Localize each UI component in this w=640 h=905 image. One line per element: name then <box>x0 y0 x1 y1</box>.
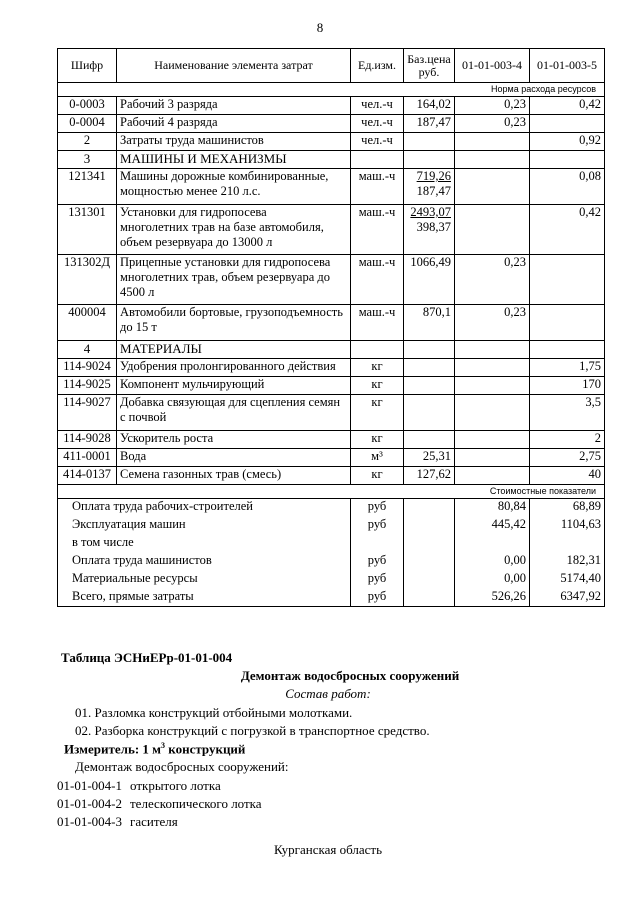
cell-line: 870,1 <box>422 305 451 319</box>
cell-code: 0-0003 <box>58 97 117 115</box>
cell-line: Добавка связующая для сцепления семян <box>120 395 341 409</box>
cell-unit: маш.-ч <box>351 169 404 205</box>
work-item-2: 02. Разборка конструкций с погрузкой в транспортное средство. <box>75 723 430 738</box>
cell-unit: маш.-ч <box>351 205 404 255</box>
cell-name <box>117 431 351 449</box>
cell-line: до 15 т <box>120 320 157 334</box>
cell-col-b: 0,42 <box>530 205 605 255</box>
header-name: Наименование элемента затрат <box>117 49 351 83</box>
works-label: Состав работ: <box>285 686 371 701</box>
cell-section-title: МАТЕРИАЛЫ <box>117 341 351 359</box>
cell-price <box>404 205 455 255</box>
table-header-row <box>58 49 605 83</box>
cell-code: 3 <box>58 151 117 169</box>
cell-unit: маш.-ч <box>351 305 404 341</box>
section-row-2 <box>58 133 605 151</box>
cost-empty <box>404 499 455 517</box>
cell-col-a <box>455 169 530 205</box>
cell-col-a: 0,23 <box>455 97 530 115</box>
cell-col-a <box>455 133 530 151</box>
table-row <box>58 449 605 467</box>
cell-col-b: 2 <box>530 431 605 449</box>
cost-row <box>58 571 605 589</box>
cost-unit <box>351 535 404 553</box>
cost-name: Всего, прямые затраты <box>58 589 351 607</box>
cell-name <box>117 169 351 205</box>
cost-row <box>58 517 605 535</box>
cell-empty <box>455 341 530 359</box>
cell-code: 114-9027 <box>58 395 117 431</box>
cost-name: Материальные ресурсы <box>58 571 351 589</box>
cell-price <box>404 359 455 377</box>
cost-band-label: Стоимостные показатели <box>58 485 605 499</box>
cell-unit: кг <box>351 467 404 485</box>
cost-name: Оплата труда машинистов <box>58 553 351 571</box>
region-footer: Курганская область <box>273 842 383 857</box>
cell-line: 398,37 <box>416 220 451 234</box>
cost-col-b: 5174,40 <box>530 571 605 589</box>
meter-line <box>64 741 245 757</box>
cell-col-a <box>455 377 530 395</box>
cell-unit: кг <box>351 431 404 449</box>
table-row <box>58 205 605 255</box>
cell-price <box>404 169 455 205</box>
cell-line: 2493,07 <box>410 205 451 219</box>
header-code: Шифр <box>58 49 117 83</box>
cell-unit: кг <box>351 377 404 395</box>
cost-empty <box>404 517 455 535</box>
meter-suffix: конструкций <box>165 741 246 757</box>
cell-code: 114-9028 <box>58 431 117 449</box>
cost-col-b: 1104,63 <box>530 517 605 535</box>
cell-col-a: 0,23 <box>455 115 530 133</box>
cell-unit: м³ <box>351 449 404 467</box>
cell-code: 131302Д <box>58 255 117 305</box>
cost-unit: руб <box>351 517 404 535</box>
cell-code: 121341 <box>58 169 117 205</box>
cell-col-b <box>530 305 605 341</box>
cell-code: 400004 <box>58 305 117 341</box>
item-code: 01-01-004-2 <box>57 796 122 811</box>
header-col-a: 01-01-003-4 <box>455 49 530 83</box>
cell-line: 4500 л <box>120 285 155 299</box>
cell-name <box>117 449 351 467</box>
cell-code: 411-0001 <box>58 449 117 467</box>
cell-name <box>117 305 351 341</box>
cost-unit: руб <box>351 571 404 589</box>
cell-code: 2 <box>58 133 117 151</box>
cost-name: Оплата труда рабочих-строителей <box>58 499 351 517</box>
cell-col-b: 0,08 <box>530 169 605 205</box>
table-row <box>58 431 605 449</box>
table-row <box>58 97 605 115</box>
cell-code: 0-0004 <box>58 115 117 133</box>
cell-price <box>404 133 455 151</box>
section-row-4 <box>58 341 605 359</box>
cell-code: 414-0137 <box>58 467 117 485</box>
cell-name <box>117 255 351 305</box>
cell-name: Рабочий 3 разряда <box>117 97 351 115</box>
page-number: 8 <box>316 20 324 35</box>
cell-line: мощностью менее 210 л.с. <box>120 184 261 198</box>
cell-name <box>117 395 351 431</box>
cell-col-a <box>455 359 530 377</box>
cell-price <box>404 305 455 341</box>
cell-col-b: 2,75 <box>530 449 605 467</box>
cell-line: Семена газонных трав (смесь) <box>120 467 282 481</box>
cell-price <box>404 395 455 431</box>
item-text: открытого лотка <box>130 778 221 793</box>
cell-section-title: МАШИНЫ И МЕХАНИЗМЫ <box>117 151 351 169</box>
cell-col-b: 3,5 <box>530 395 605 431</box>
cell-line: Машины дорожные комбинированные, <box>120 169 329 183</box>
cell-col-b: 1,75 <box>530 359 605 377</box>
cell-empty <box>351 341 404 359</box>
cell-col-a <box>455 449 530 467</box>
cell-price: 187,47 <box>404 115 455 133</box>
cell-col-b: 40 <box>530 467 605 485</box>
norm-band-label: Норма расхода ресурсов <box>58 83 605 97</box>
cell-empty <box>351 151 404 169</box>
cost-row <box>58 553 605 571</box>
cell-unit: кг <box>351 395 404 431</box>
cell-name: Затраты труда машинистов <box>117 133 351 151</box>
table-row <box>58 169 605 205</box>
cell-col-a: 0,23 <box>455 305 530 341</box>
cell-col-a <box>455 467 530 485</box>
item-text: гасителя <box>130 814 178 829</box>
cell-col-a: 0,23 <box>455 255 530 305</box>
header-col-b: 01-01-003-5 <box>530 49 605 83</box>
cell-col-b <box>530 255 605 305</box>
cell-name <box>117 377 351 395</box>
cell-unit: чел.-ч <box>351 97 404 115</box>
table-row <box>58 377 605 395</box>
cost-name: в том числе <box>58 535 351 553</box>
cell-line: Компонент мульчирующий <box>120 377 265 391</box>
cost-empty <box>404 589 455 607</box>
cell-code: 114-9025 <box>58 377 117 395</box>
section-row-3 <box>58 151 605 169</box>
cell-code: 4 <box>58 341 117 359</box>
header-price-line2: руб. <box>418 64 440 79</box>
cost-col-a <box>455 535 530 553</box>
cost-unit: руб <box>351 589 404 607</box>
cost-unit: руб <box>351 553 404 571</box>
cell-line: 1066,49 <box>410 255 451 269</box>
item-code: 01-01-004-1 <box>57 778 122 793</box>
cost-col-b: 6347,92 <box>530 589 605 607</box>
items-intro: Демонтаж водосбросных сооружений: <box>75 759 289 774</box>
meter-sup: 3 <box>161 741 166 750</box>
cell-line: объем резервуара до 13000 л <box>120 235 273 249</box>
cell-line: Вода <box>120 449 147 463</box>
cost-col-a: 80,84 <box>455 499 530 517</box>
cell-col-a <box>455 205 530 255</box>
cell-name <box>117 205 351 255</box>
cost-empty <box>404 571 455 589</box>
norm-band <box>58 83 605 97</box>
cost-col-a: 0,00 <box>455 571 530 589</box>
header-unit: Ед.изм. <box>351 49 404 83</box>
cost-row <box>58 535 605 553</box>
meter-prefix: Измеритель: 1 м <box>64 741 162 757</box>
cell-price: 25,31 <box>404 449 455 467</box>
cost-col-b: 68,89 <box>530 499 605 517</box>
cost-row <box>58 499 605 517</box>
cell-unit: чел.-ч <box>351 115 404 133</box>
cell-col-b: 170 <box>530 377 605 395</box>
cell-line: многолетних трав, объем резервуара до <box>120 270 330 284</box>
cell-code: 131301 <box>58 205 117 255</box>
cost-row <box>58 589 605 607</box>
cost-name: Эксплуатация машин <box>58 517 351 535</box>
table-row <box>58 305 605 341</box>
cell-line: Прицепные установки для гидропосева <box>120 255 331 269</box>
cell-unit: чел.-ч <box>351 133 404 151</box>
cell-line: с почвой <box>120 410 167 424</box>
item-code: 01-01-004-3 <box>57 814 122 829</box>
cell-empty <box>530 151 605 169</box>
cell-price: 127,62 <box>404 467 455 485</box>
cost-empty <box>404 553 455 571</box>
cell-price <box>404 255 455 305</box>
cost-unit: руб <box>351 499 404 517</box>
cell-col-a <box>455 395 530 431</box>
cost-col-b <box>530 535 605 553</box>
cost-empty <box>404 535 455 553</box>
cell-code: 114-9024 <box>58 359 117 377</box>
cell-col-b: 0,42 <box>530 97 605 115</box>
header-price-line1: Баз.цена <box>407 51 451 66</box>
cell-price: 164,02 <box>404 97 455 115</box>
cell-line: Удобрения пролонгированного действия <box>120 359 336 373</box>
cell-name: Рабочий 4 разряда <box>117 115 351 133</box>
table-row <box>58 467 605 485</box>
header-price <box>404 49 455 83</box>
cell-line: Ускоритель роста <box>120 431 214 445</box>
cell-line: Установки для гидропосева <box>120 205 267 219</box>
cell-empty <box>404 341 455 359</box>
table-row <box>58 359 605 377</box>
table-row <box>58 255 605 305</box>
cell-line: 719,26 <box>416 169 451 183</box>
next-table-heading: Демонтаж водосбросных сооружений <box>240 668 460 683</box>
table-row <box>58 115 605 133</box>
cell-price <box>404 377 455 395</box>
cost-col-a: 445,42 <box>455 517 530 535</box>
cost-col-a: 526,26 <box>455 589 530 607</box>
cell-line: многолетних трав на базе автомобиля, <box>120 220 324 234</box>
item-text: телескопического лотка <box>130 796 262 811</box>
cell-unit: кг <box>351 359 404 377</box>
next-table-title: Таблица ЭСНиЕРр-01-01-004 <box>61 650 233 665</box>
cell-name <box>117 467 351 485</box>
cell-name <box>117 359 351 377</box>
cost-band <box>58 485 605 499</box>
cell-price <box>404 431 455 449</box>
cell-empty <box>455 151 530 169</box>
table-row <box>58 395 605 431</box>
cost-col-b: 182,31 <box>530 553 605 571</box>
cell-line: Автомобили бортовые, грузоподъемность <box>120 305 343 319</box>
cell-col-a <box>455 431 530 449</box>
cell-line: 187,47 <box>416 184 451 198</box>
cell-unit: маш.-ч <box>351 255 404 305</box>
cell-empty <box>404 151 455 169</box>
resource-table <box>57 48 605 607</box>
cost-col-a: 0,00 <box>455 553 530 571</box>
cell-col-b <box>530 115 605 133</box>
work-item-1: 01. Разломка конструкций отбойными молотками. <box>75 705 353 720</box>
cell-empty <box>530 341 605 359</box>
cell-col-b: 0,92 <box>530 133 605 151</box>
